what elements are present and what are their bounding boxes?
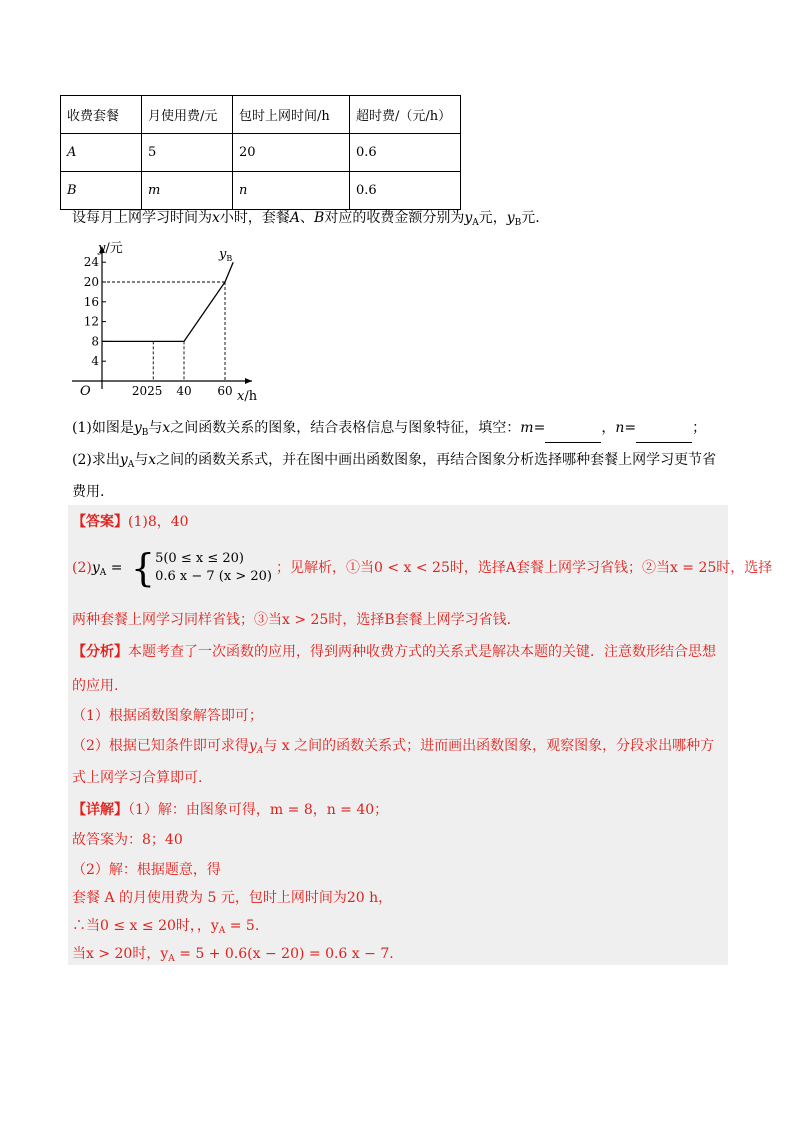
detail-tag: 【详解】 [72,802,128,818]
analysis-tag: 【分析】 [72,644,128,660]
piecewise-function [131,548,272,588]
subscript: A [256,746,264,756]
detail-text: 当x > 20时，y [72,946,169,962]
subscript: A [168,954,175,964]
var-x: x [162,420,171,436]
answer-blank-m[interactable] [545,428,601,443]
detail-line-6 [72,944,394,969]
table-cell: 0.6 [350,134,461,172]
table-cell: 20 [233,134,350,172]
x-axis-arrow-icon [245,378,252,384]
table-header-cell: 收费套餐 [61,96,142,134]
y-axis-label: y/元 [98,241,123,256]
line-label: $y_B$ [219,247,233,263]
table-cell: n [233,172,350,210]
y-tick-label: 20 [83,275,99,289]
var-x: x [212,210,220,226]
x-tick-label: 60 [217,384,233,398]
answer-text: (1)8，40 [128,514,189,530]
var-x: x [148,452,157,468]
x-tick-label: 2025 [131,384,163,398]
intro-text: 元. [521,210,540,226]
analysis-text: （2）根据已知条件即可求得 [72,738,249,754]
table-cell: m [142,172,233,210]
package-b: B [314,210,325,226]
table-cell: B [61,172,142,210]
var-y: y [248,738,257,754]
question-1 [72,418,706,443]
analysis-line-2: 的应用. [72,678,119,694]
subscript: A [127,460,135,470]
detail-text: ∴当0 ≤ x ≤ 20时，，y [72,918,219,934]
package-a: A [289,210,301,226]
table-header-row [61,96,461,134]
table-row [61,172,461,210]
subscript: A [218,926,226,936]
question-text: 与 [134,452,149,468]
answer-text: (2) [72,560,92,576]
detail-text: = 5. [225,918,260,934]
subscript: A [99,568,107,578]
detail-line-2: 故答案为：8；40 [72,832,183,848]
y-tick-label: 12 [83,314,99,329]
x-axis-label: x/h [237,389,258,404]
y-tick-label: 4 [91,354,99,369]
intro-text: 小时，套餐 [219,210,290,226]
subscript: B [514,218,522,228]
question-text: 之间的函数关系式，并在图中画出函数图象，再结合图象分析选择哪种套餐上网学习更节省 [156,452,717,468]
question-text: ； [692,420,707,436]
question-text: 之间函数关系的图象，结合表格信息与图象特征，填空： [170,420,521,436]
function-graph [62,238,272,408]
answer-line-2: $(2)y_A$ = { 5(0 ≤ x ≤ 20) 0.6 x − 7 (x > 20) ；见解析，①当0 < x < 25时，选择A套餐上网学习省钱；②当x = 25时，选择 [72,546,773,590]
subscript: B [141,428,149,438]
detail-line-3: （2）解：根据题意，得 [72,862,221,878]
var-m: m [520,420,534,436]
analysis-line-3: （1）根据函数图象解答即可； [72,708,263,724]
question-text: 与 [148,420,163,436]
question-2-line-2: 费用. [72,484,105,500]
question-text: = [533,420,546,436]
answer-line-3: 两种套餐上网学习同样省钱；③当x > 25时，选择B套餐上网学习省钱. [72,612,512,628]
x-tick-label: 40 [176,384,192,398]
question-2 [72,450,716,475]
table-header-cell: 月使用费/元 [142,96,233,134]
var-y: y [119,452,128,468]
var-y: y [464,210,473,226]
table-row [61,134,461,172]
analysis-line-4 [72,736,714,761]
piece-2: 0.6 x − 7 (x > 20) [155,569,272,584]
detail-line-4: 套餐 A 的月使用费为 5 元，包时上网时间为20 h， [72,890,393,906]
question-text: (1)如图是 [72,420,134,436]
y-tick-label: 16 [83,294,99,309]
intro-text: 设每月上网学习时间为 [72,210,212,226]
y-tick-label: 24 [83,255,99,270]
var-y: y [506,210,515,226]
question-text: (2)求出 [72,452,120,468]
var-n: n [615,420,625,436]
subscript: A [472,218,479,228]
left-brace-icon: { [130,546,156,590]
answer-blank-n[interactable] [636,428,692,443]
analysis-line-1 [72,642,716,662]
table-cell: 0.6 [350,172,461,210]
intro-text: 对应的收费金额分别为 [324,210,465,226]
piece-1: 5(0 ≤ x ≤ 20) [155,551,244,566]
analysis-line-5: 式上网学习合算即可. [72,770,203,786]
table-cell: 5 [142,134,233,172]
y-tick-label: 8 [91,334,99,349]
var-y: y [91,560,100,576]
intro-line [72,208,540,233]
table-header-cell: 包时上网时间/h [233,96,350,134]
question-text: = [624,420,637,436]
table-header-cell: 超时费/（元/h） [350,96,461,134]
detail-text: （1）解：由图象可得，m = 8，n = 40； [128,802,389,818]
analysis-text: 与 x 之间的函数关系式；进而画出函数图象，观察图象，分段求出哪种方 [263,738,715,754]
question-text: ， [601,420,616,436]
answer-line-1 [72,512,189,532]
detail-line-1 [72,800,388,820]
table-cell: A [61,134,142,172]
series-line-yb [102,262,233,341]
var-y: y [133,420,142,436]
intro-text: 、 [300,210,315,226]
intro-text: 元， [478,210,507,226]
answer-tag: 【答案】 [72,514,128,530]
detail-text: = 5 + 0.6(x − 20) = 0.6 x − 7. [174,946,394,962]
detail-line-5 [72,916,259,941]
fee-table [60,95,461,210]
analysis-text: 本题考查了一次函数的应用，得到两种收费方式的关系式是解决本题的关键．注意数形结合思想 [128,644,716,660]
origin-label: O [80,384,91,399]
answer-text: ；见解析，①当0 < x < 25时，选择A套餐上网学习省钱；②当x = 25时，选择 [275,560,773,576]
